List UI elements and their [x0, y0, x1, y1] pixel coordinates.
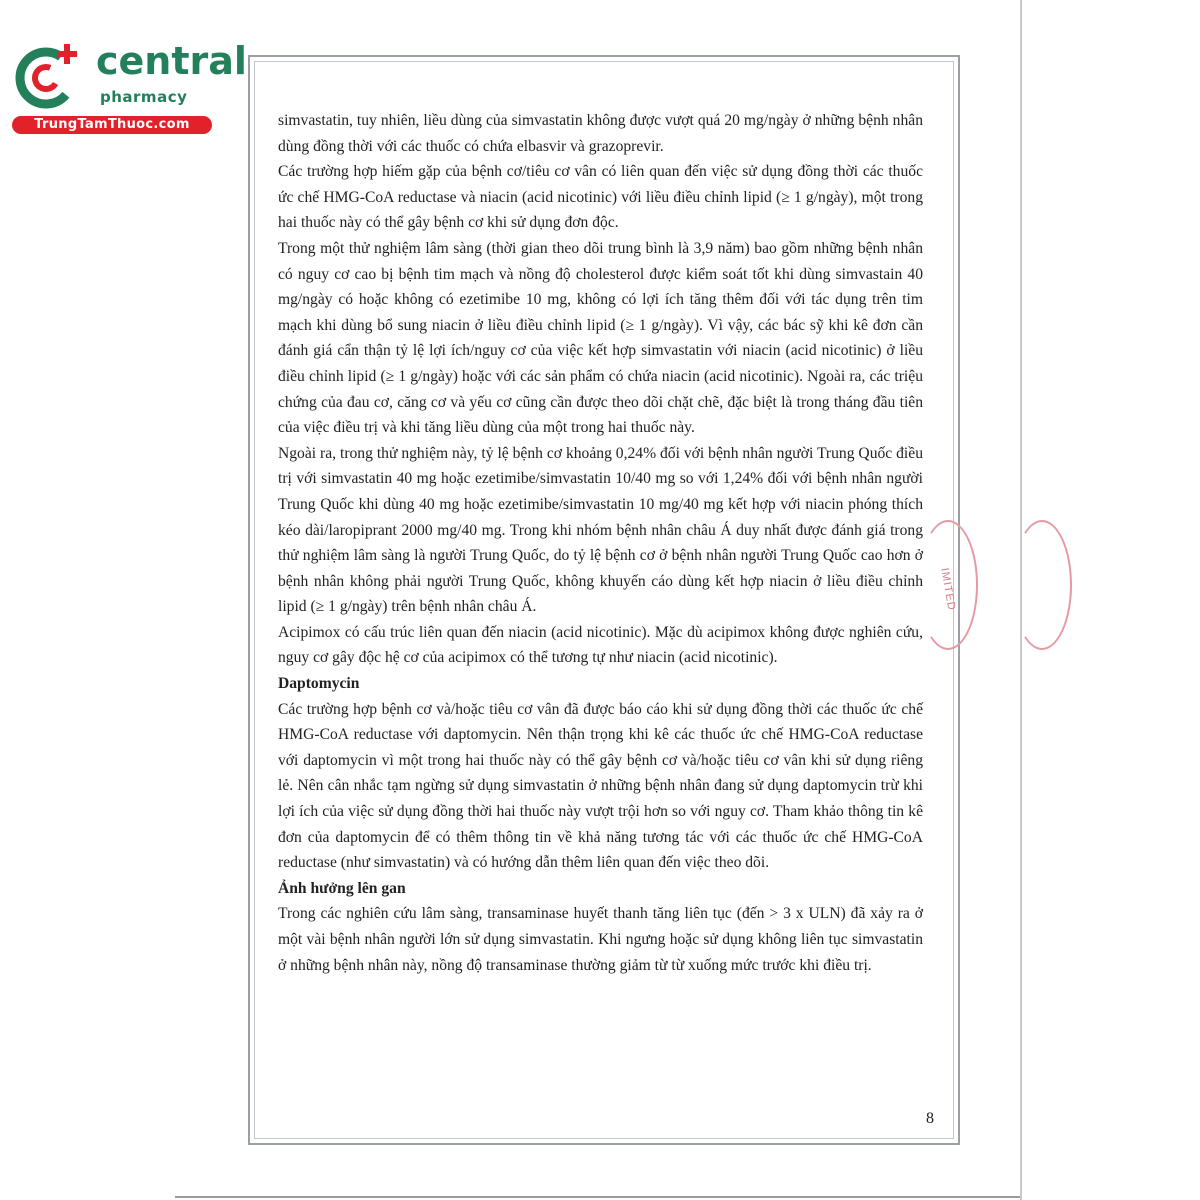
company-stamp-fragment	[918, 520, 978, 650]
paragraph-daptomycin: Các trường hợp bệnh cơ và/hoặc tiêu cơ vân đã được báo cáo khi sử dụng đồng thời các thuốc ức chế HMG-CoA reductase với daptomycin. Nên thận trọng khi kê các thuốc ức chế HMG-CoA reductase với daptomycin vì một trong hai thuốc này có thể gây bệnh cơ và/hoặc tiêu cơ vân khi sử dụng riêng lẻ. Nên cân nhắc tạm ngừng sử dụng simvastatin ở những bệnh nhân đang sử dụng daptomycin trừ khi lợi ích của việc sử dụng đồng thời hai thuốc này vượt trội hơn so với nguy cơ. Tham khảo thông tin kê đơn của daptomycin để có thêm thông tin về khả năng tương tác với các thuốc ức chế HMG-CoA reductase (như simvastatin) và có hướng dẫn thêm liên quan đến việc theo dõi.	[278, 700, 923, 872]
section-heading-daptomycin: Daptomycin	[278, 675, 360, 693]
section-heading-liver: Ảnh hưởng lên gan	[278, 879, 406, 897]
logo-name: central	[96, 39, 247, 83]
central-pharmacy-logo[interactable]	[8, 36, 247, 136]
paragraph: Các trường hợp hiếm gặp của bệnh cơ/tiêu cơ vân có liên quan đến việc sử dụng đồng thời các thuốc ức chế HMG-CoA reductase và niacin (acid nicotinic) với liều điều chỉnh lipid (≥ 1 g/ngày), một trong hai thuốc này có thể gây bệnh cơ khi sử dụng đơn độc.	[278, 163, 923, 232]
paragraph: Acipimox có cấu trúc liên quan đến niacin (acid nicotinic). Mặc dù acipimox không được nghiên cứu, nguy cơ gây độc hệ cơ của acipimox có thể tương tự như niacin (acid nicotinic).	[278, 623, 923, 667]
pharmacy-c-cross-icon	[12, 40, 84, 112]
stamp-text: IMITED	[938, 567, 958, 612]
paragraph: Trong một thử nghiệm lâm sàng (thời gian theo dõi trung bình là 3,9 năm) bao gồm những bệnh nhân có nguy cơ cao bị bệnh tim mạch và nồng độ cholesterol được kiểm soát tốt khi dùng simvastain 40 mg/ngày có hoặc không có ezetimibe 10 mg, không có lợi ích tăng thêm đối với tác dụng trên tim mạch khi dùng bổ sung niacin ở liều điều chỉnh lipid (≥ 1 g/ngày). Vì vậy, các bác sỹ khi kê đơn cần đánh giá cẩn thận tỷ lệ lợi ích/nguy cơ của việc kết hợp simvastatin với niacin (acid nicotinic) ở liều điều chỉnh lipid (≥ 1 g/ngày) hoặc với các sản phẩm có chứa niacin (acid nicotinic). Ngoài ra, các triệu chứng của đau cơ, căng cơ và yếu cơ cũng cần được theo dõi chặt chẽ, đặc biệt là trong tháng đầu tiên của việc điều trị và khi tăng liều dùng của một trong hai thuốc này.	[278, 239, 923, 437]
company-stamp-fragment-right	[1012, 520, 1072, 650]
paragraph-liver: Trong các nghiên cứu lâm sàng, transaminase huyết thanh tăng liên tục (đến > 3 x ULN) đã xảy ra ở một vài bệnh nhân người lớn sử dụng simvastatin. Khi ngưng hoặc sử dụng không liên tục simvastatin ở những bệnh nhân này, nồng độ transaminase thường giảm từ từ xuống mức trước khi điều trị.	[278, 905, 923, 974]
logo-subtitle: pharmacy	[100, 88, 188, 106]
paragraph: Ngoài ra, trong thử nghiệm này, tỷ lệ bệnh cơ khoảng 0,24% đối với bệnh nhân người Trung Quốc điều trị với simvastatin 40 mg hoặc ezetimibe/simvastatin 10/40 mg so với 1,24% đối với bệnh nhân người Trung Quốc khi dùng 40 mg hoặc ezetimibe/simvastatin 10 mg/40 mg kết hợp với niacin phóng thích kéo dài/laropiprant 2000 mg/40 mg. Trong khi nhóm bệnh nhân châu Á duy nhất được đánh giá trong thử nghiệm lâm sàng là người Trung Quốc, do tỷ lệ bệnh cơ ở bệnh nhân người Trung Quốc cao hơn ở bệnh nhân không phải người Trung Quốc, không khuyến cáo dùng kết hợp niacin ở liều điều chỉnh lipid (≥ 1 g/ngày) trên bệnh nhân châu Á.	[278, 444, 923, 616]
document-body	[278, 108, 923, 978]
scan-bottom-line	[175, 1196, 1020, 1198]
page-number: 8	[926, 1110, 934, 1127]
paragraph: simvastatin, tuy nhiên, liều dùng của simvastatin không được vượt quá 20 mg/ngày ở những bệnh nhân dùng đồng thời với các thuốc có chứa elbasvir và grazoprevir.	[278, 112, 923, 155]
logo-site-banner: TrungTamThuoc.com	[12, 116, 212, 134]
